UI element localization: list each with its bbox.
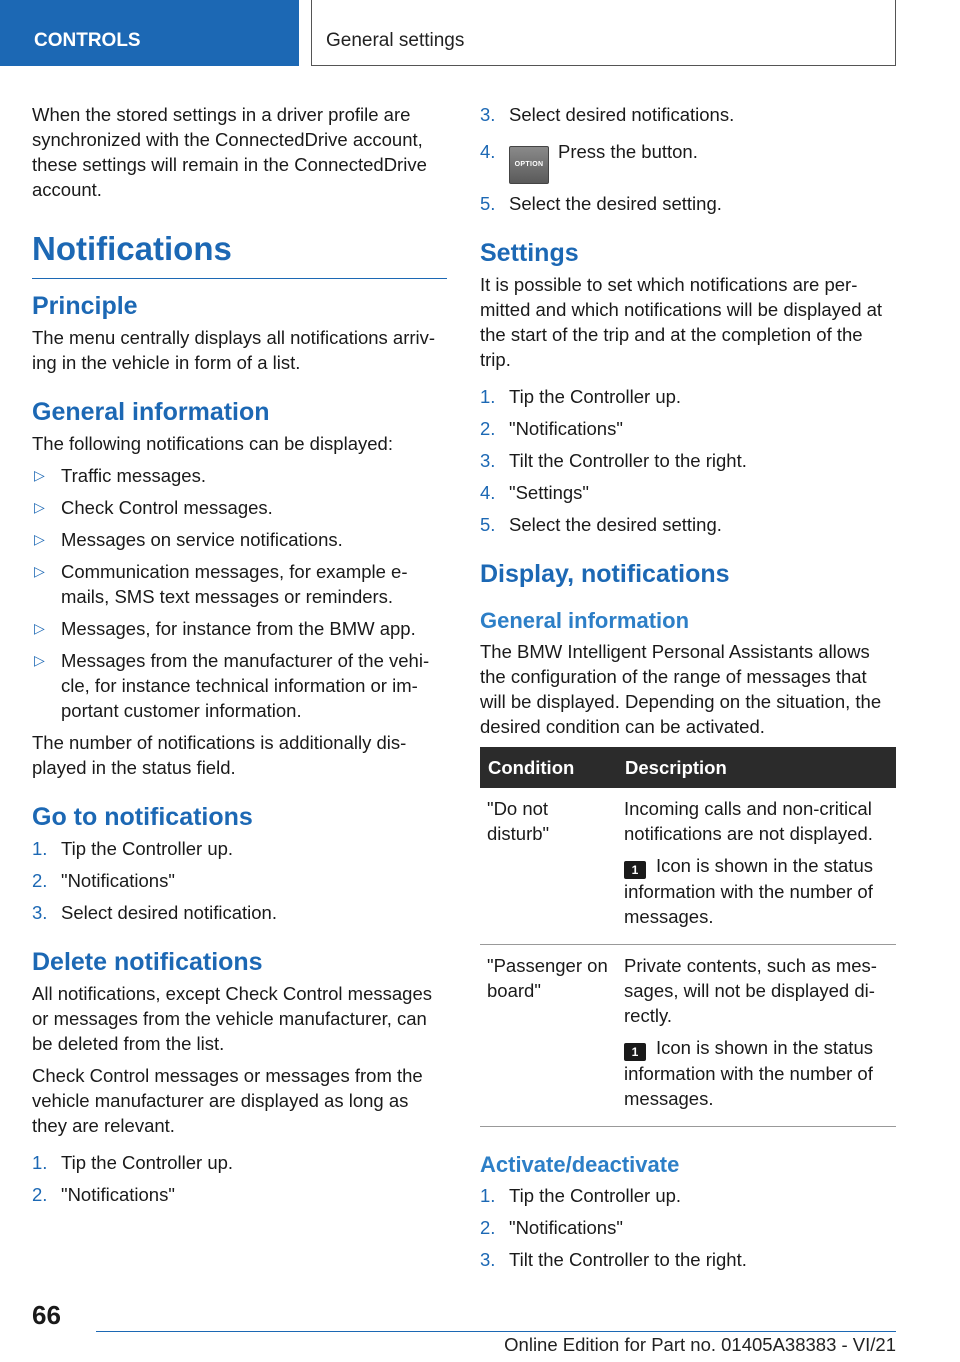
- activate-steps-list: [480, 1183, 896, 1272]
- page-number: 66: [32, 1300, 61, 1330]
- condition-cell: "Passenger on board": [480, 945, 617, 1127]
- step-item: 4. OPTIONPress the button.: [480, 139, 896, 184]
- step-item: 1. Tip the Controller up.: [480, 1185, 682, 1206]
- option-button-icon: OPTION: [509, 146, 549, 184]
- principle-paragraph: The menu centrally displays all notifications arriv-ing in the vehicle in form of a list.: [32, 327, 436, 373]
- footer-divider: [96, 1331, 896, 1332]
- page-header: [0, 0, 960, 66]
- step-item: 3. Select desired notification.: [32, 902, 277, 923]
- notification-types-list: [32, 463, 447, 723]
- step-item: 5. Select the desired setting.: [480, 514, 722, 535]
- table-row: [480, 788, 896, 945]
- list-item: ▷ Messages, for instance from the BMW app.: [34, 618, 416, 639]
- step-item: 4. "Settings": [480, 482, 589, 503]
- passenger-on-board-icon: 1: [624, 1043, 646, 1061]
- delete-paragraph-2: Check Control messages or messages from the vehicle manufacturer are displayed as long as they are relevant.: [32, 1065, 423, 1136]
- heading-go-to-notifications: Go to notifications: [32, 803, 253, 831]
- settings-steps-list: [480, 384, 896, 537]
- step-item: 1. Tip the Controller up.: [32, 838, 234, 859]
- conditions-table: [480, 747, 896, 1127]
- intro-paragraph: When the stored settings in a driver profile are synchronized with the ConnectedDrive account, these settings will remain in the ConnectedDrive account.: [32, 104, 427, 200]
- right-column: [480, 102, 896, 1279]
- delete-steps-list: [32, 1150, 447, 1207]
- triangle-bullet-icon: ▷: [34, 531, 45, 547]
- step-item: 5. Select the desired setting.: [480, 193, 722, 214]
- do-not-disturb-icon: 1: [624, 861, 646, 879]
- step-item: 3. Tilt the Controller to the right.: [480, 450, 747, 471]
- column-header-condition: Condition: [480, 747, 617, 788]
- description-cell: Private contents, such as mes-sages, will not be displayed di-rectly. 1 Icon is shown in the status information with the number of messages.: [617, 945, 896, 1127]
- heading-delete-notifications: Delete notifications: [32, 948, 263, 976]
- column-header-description: Description: [617, 747, 896, 788]
- heading-activate-deactivate: Activate/deactivate: [480, 1152, 680, 1177]
- heading-general-information-2: General information: [480, 608, 690, 633]
- page-topic: General settings: [311, 0, 896, 66]
- list-item: ▷ Messages from the manufacturer of the vehi-cle, for instance technical information or im-portant customer information.: [34, 650, 430, 721]
- triangle-bullet-icon: ▷: [34, 652, 45, 668]
- step-item: 2. "Notifications": [32, 870, 175, 891]
- step-item: 3. Select desired notifications.: [480, 104, 735, 125]
- settings-paragraph: It is possible to set which notifications are per-mitted and which notifications will be displayed at the start of the trip and at the completion of the trip.: [480, 274, 883, 370]
- step-item: 1. Tip the Controller up.: [480, 386, 682, 407]
- triangle-bullet-icon: ▷: [34, 563, 45, 579]
- step-item: 2. "Notifications": [480, 1217, 623, 1238]
- list-item: ▷ Messages on service notifications.: [34, 529, 343, 550]
- heading-notifications: Notifications: [32, 230, 447, 279]
- step-item: 3. Tilt the Controller to the right.: [480, 1249, 747, 1270]
- table-header-row: [480, 747, 896, 788]
- continued-steps-list: [480, 102, 896, 216]
- heading-general-information: General information: [32, 398, 270, 426]
- general-2-paragraph: The BMW Intelligent Personal Assistants allows the configuration of the range of messages that will be displayed. Depending on the situation, the desired condition can be activated.: [480, 641, 882, 737]
- step-item: 2. "Notifications": [32, 1184, 175, 1205]
- delete-paragraph-1: All notifications, except Check Control messages or messages from the vehicle manufacturer, can be deleted from the list.: [32, 983, 432, 1054]
- general-paragraph: The following notifications can be displayed:: [32, 433, 393, 454]
- edition-note: Online Edition for Part no. 01405A38383 - VI/21: [504, 1334, 896, 1355]
- table-row: [480, 945, 896, 1127]
- list-item: ▷ Traffic messages.: [34, 465, 206, 486]
- triangle-bullet-icon: ▷: [34, 499, 45, 515]
- goto-steps-list: [32, 836, 447, 925]
- status-paragraph: The number of notifications is additionally dis-played in the status field.: [32, 732, 407, 778]
- list-item: ▷ Check Control messages.: [34, 497, 273, 518]
- condition-cell: "Do not disturb": [480, 788, 617, 945]
- heading-principle: Principle: [32, 292, 138, 320]
- description-cell: Incoming calls and non-critical notifications are not displayed. 1 Icon is shown in the status information with the number of messages.: [617, 788, 896, 945]
- section-tab: CONTROLS: [0, 0, 299, 66]
- heading-display-notifications: Display, notifications: [480, 560, 730, 588]
- step-item: 1. Tip the Controller up.: [32, 1152, 234, 1173]
- heading-settings: Settings: [480, 239, 579, 267]
- step-item: 2. "Notifications": [480, 418, 623, 439]
- triangle-bullet-icon: ▷: [34, 620, 45, 636]
- left-column: [32, 102, 447, 1214]
- triangle-bullet-icon: ▷: [34, 467, 45, 483]
- list-item: ▷ Communication messages, for example e-mails, SMS text messages or reminders.: [34, 561, 408, 607]
